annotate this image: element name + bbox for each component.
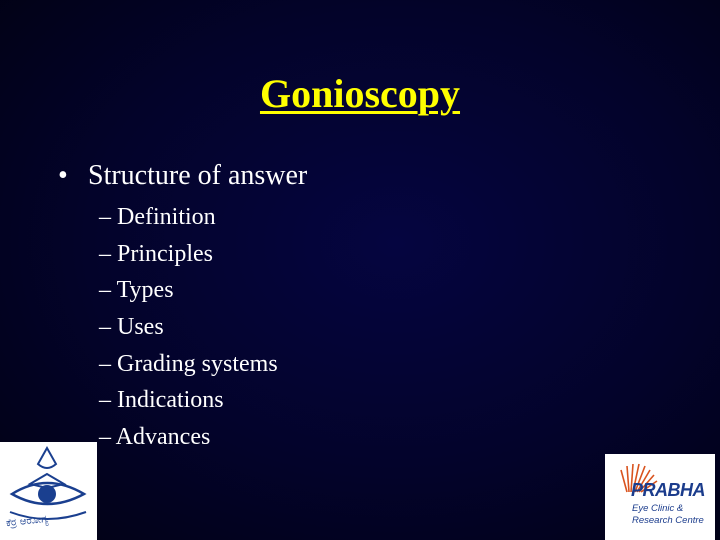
right-logo (605, 454, 715, 540)
logo-subtitle-line: Eye Clinic & (632, 503, 684, 514)
sub-bullet-item: – Grading systems (99, 350, 278, 377)
logo-subtitle-line: Research Centre (632, 515, 704, 526)
slide-title: Gonioscopy (259, 71, 461, 116)
main-bullet (58, 160, 307, 192)
eye-emblem-icon (0, 442, 97, 522)
sub-bullet-list (99, 199, 278, 456)
sub-bullet-item: – Types (99, 277, 174, 304)
logo-script-text: ಕೆರ್ರ ಆರೋಗ್ಯ (5, 513, 49, 530)
sub-bullet-item: – Advances (99, 424, 211, 451)
sub-bullet-item: – Principles (99, 240, 213, 267)
main-bullet-text: Structure of answer (88, 160, 308, 191)
bullet-marker: • (58, 160, 68, 191)
logo-brand-name: PRABHA (631, 480, 706, 500)
sub-bullet-item: – Definition (99, 204, 216, 230)
sub-bullet-item: – Indications (99, 387, 224, 414)
left-logo (0, 442, 97, 540)
sub-bullet-item: – Uses (99, 314, 164, 341)
logo-subtitle (632, 503, 704, 527)
